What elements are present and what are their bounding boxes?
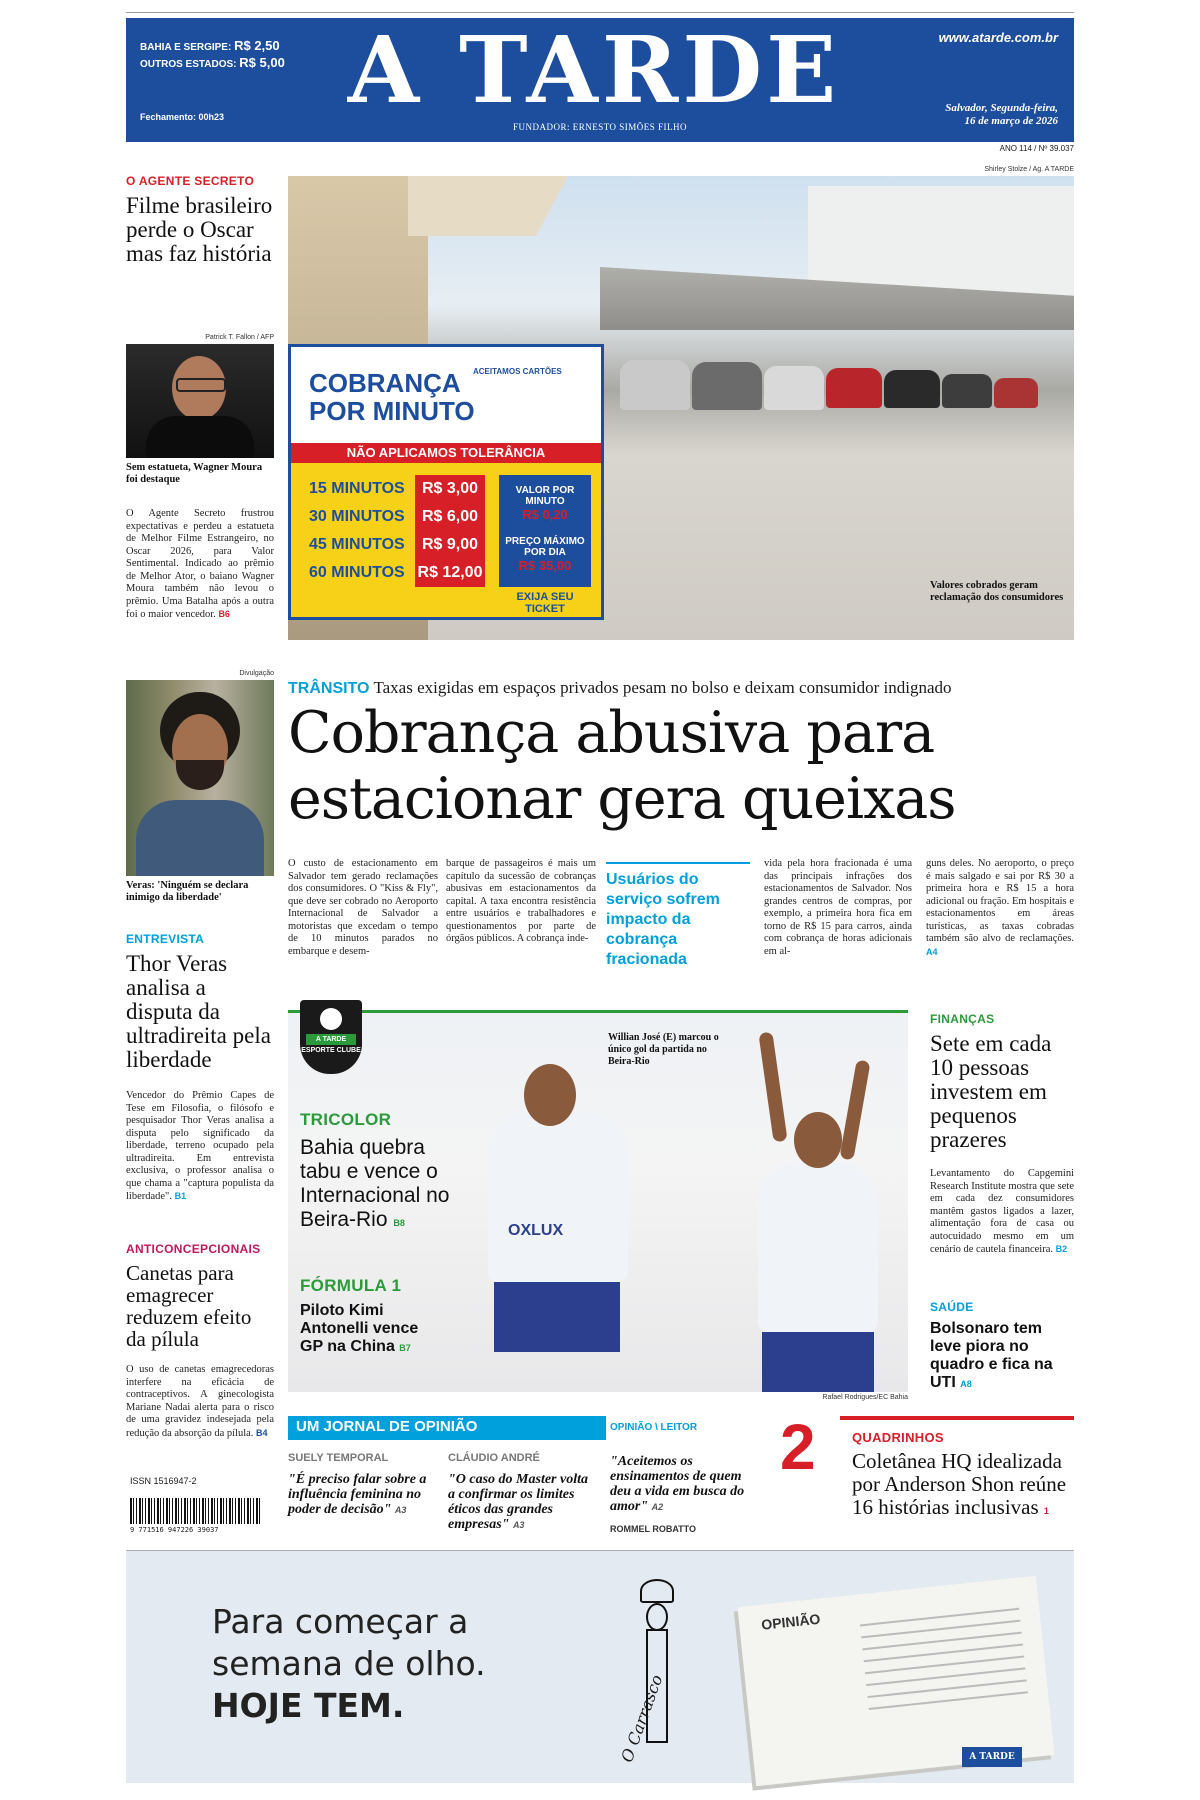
car-shape xyxy=(994,378,1038,408)
main-kicker-line xyxy=(288,678,952,698)
caderno2-number[interactable]: 2 xyxy=(780,1411,816,1483)
sign-row: 30 MINUTOS xyxy=(309,508,405,525)
price-label-1: BAHIA E SERGIPE: xyxy=(140,42,232,53)
sign-title-2: POR MINUTO xyxy=(309,396,475,426)
contra-page-ref[interactable]: B4 xyxy=(256,1427,268,1438)
sign-payments: ACEITAMOS CARTÕES xyxy=(473,367,562,376)
opinion-leitor-label[interactable]: OPINIÃO \ LEITOR xyxy=(610,1422,698,1433)
sign-title xyxy=(309,369,475,425)
sign-price: R$ 3,00 xyxy=(421,480,479,497)
opinion-author-2: CLÁUDIO ANDRÉ xyxy=(448,1452,540,1464)
sports-club-badge xyxy=(300,1000,362,1074)
sign-box-label-2: PREÇO MÁXIMO POR DIA xyxy=(505,536,585,558)
sign-box-value: R$ 0,20 xyxy=(522,507,568,522)
main-headline-line-2[interactable]: estacionar gera queixas xyxy=(288,766,956,832)
main-pullquote: Usuários do serviço sofrem impacto da cobrança fracionada xyxy=(606,862,750,970)
opinion-quote-3[interactable] xyxy=(610,1454,756,1515)
thor-veras-photo xyxy=(126,680,274,876)
sponsor-text: OXLUX xyxy=(508,1222,564,1239)
main-col-4 xyxy=(926,858,1074,959)
price-box xyxy=(140,38,285,72)
financas-page-ref[interactable]: B2 xyxy=(1055,1244,1068,1254)
beard-shape xyxy=(176,760,224,790)
oscar-page-ref[interactable]: B6 xyxy=(218,609,230,619)
price-label-2: OUTROS ESTADOS: xyxy=(140,59,237,70)
oscar-body-text: O Agente Secreto frustrou expectativas e perdeu a estatueta de Melhor Filme Estrangeiro, no Oscar 2026, para Valor Sentimental. Indicado ao prêmio de Melhor Ator, o baiano Wagner Moura também não levou o prêmio. Uma Batalha após a outra foi o maior vencedor. xyxy=(126,508,274,620)
sports-headline-1-text[interactable]: Bahia quebra tabu e vence o Internacional no Beira-Rio xyxy=(300,1136,450,1231)
badge-top: A TARDE xyxy=(306,1034,356,1045)
caderno2-kicker: QUADRINHOS xyxy=(852,1430,944,1445)
price-value-1: R$ 2,50 xyxy=(234,38,280,53)
website-link[interactable]: www.atarde.com.br xyxy=(938,30,1058,45)
promo-ad[interactable] xyxy=(126,1550,1074,1783)
main-col-1: O custo de estacionamento em Salvador tem gerado reclamações dos consumidores. O "Kiss & Fly", que deve ser cobrado no Aeroporto Internacional de Salvador a motoristas que excedam o tempo de 10 minutos parados no embarque e desem- xyxy=(288,858,438,957)
sign-price: R$ 6,00 xyxy=(421,508,479,525)
parking-price-sign xyxy=(288,344,604,620)
sign-header xyxy=(291,347,601,443)
edition-number: ANO 114 / Nº 39.037 xyxy=(999,144,1074,153)
lead-photo-credit: Shirley Stolze / Ag. A TARDE xyxy=(984,166,1074,173)
caderno2-page-ref[interactable]: 1 xyxy=(1043,1506,1049,1516)
parked-cars xyxy=(620,360,1074,420)
ad-line-1: Para começar a xyxy=(212,1602,469,1641)
saude-headline[interactable] xyxy=(930,1320,1070,1393)
opinion-quote-2[interactable] xyxy=(448,1472,598,1533)
awning-shape xyxy=(408,176,568,236)
sports-kicker-2: FÓRMULA 1 xyxy=(300,1276,402,1295)
veras-page-ref[interactable]: B1 xyxy=(174,1191,187,1201)
wagner-moura-photo xyxy=(126,344,274,458)
main-col-4-text: guns deles. No aeroporto, o preço é mais salgado e sai por R$ 30 a primeira hora e R$ 15 a hora adicional ou fração. Em hospitais e estacionamentos em áreas turísticas, as taxas cobradas também são alvo de reclamações. xyxy=(926,858,1074,944)
sports-page-ref-1[interactable]: B8 xyxy=(393,1218,405,1228)
opinion-quote-1-text[interactable]: "É preciso falar sobre a influência feminina no poder de decisão" xyxy=(288,1472,427,1517)
date-line-2: 16 de março de 2026 xyxy=(964,115,1058,127)
opinion-quote-1[interactable] xyxy=(288,1472,430,1518)
sign-price: R$ 9,00 xyxy=(421,536,479,553)
oscar-kicker: O AGENTE SECRETO xyxy=(126,174,255,188)
car-shape xyxy=(764,366,824,410)
masthead xyxy=(126,18,1074,142)
sign-prices xyxy=(415,475,485,587)
opinion-page-ref-1[interactable]: A3 xyxy=(394,1505,407,1515)
player-1-shorts xyxy=(494,1282,620,1352)
oscar-headline[interactable]: Filme brasileiro perde o Oscar mas faz história xyxy=(126,193,273,266)
opinion-page-ref-3[interactable]: A2 xyxy=(651,1502,664,1512)
soccer-ball-icon xyxy=(320,1008,342,1030)
oscar-body xyxy=(126,508,274,622)
veras-caption: Veras: 'Ninguém se declara inimigo da liberdade' xyxy=(126,880,249,903)
sports-headline-2-text[interactable]: Piloto Kimi Antonelli vence GP na China xyxy=(300,1302,419,1355)
sign-row: 15 MINUTOS xyxy=(309,480,405,497)
sign-tolerance: NÃO APLICAMOS TOLERÂNCIA xyxy=(291,443,601,463)
isbn: ISSN 1516947-2 xyxy=(130,1476,197,1486)
sports-headline-1[interactable] xyxy=(300,1136,450,1235)
contra-kicker: ANTICONCEPCIONAIS xyxy=(126,1242,261,1256)
car-shape xyxy=(942,374,992,408)
saude-headline-text[interactable]: Bolsonaro tem leve piora no quadro e fica na UTI xyxy=(930,1320,1053,1391)
car-shape xyxy=(692,362,762,410)
veras-body-text: Vencedor do Prêmio Capes de Tese em Filosofia, o filósofo e pesquisador Thor Veras analisa a disputa pelo significado da liberdade, terreno ocupado pela ultradireita. Em entrevista exclusiva, o professor analisa o que chama a "captura populista da liberdade". xyxy=(126,1090,274,1202)
player-2-shorts xyxy=(762,1332,874,1392)
sports-headline-2[interactable] xyxy=(300,1302,430,1357)
ad-logo: A TARDE xyxy=(962,1747,1022,1767)
main-col-2: barque de passageiros é mais um capítulo da sucessão de cobranças abusivas em estacionamentos da capital. A taxa encontra resistência entre usuários e trabalhadores e questionamentos por parte de órgãos públicos. A cobrança inde- xyxy=(446,858,596,944)
opinion-bar xyxy=(288,1416,756,1440)
contra-body-text: O uso de canetas emagrecedoras interfere na eficácia de contraceptivos. A ginecologista Mariane Nadai alerta para o risco de uma gravidez indesejada pela redução da absorção da pílula. xyxy=(126,1364,274,1439)
financas-headline[interactable]: Sete em cada 10 pessoas investem em pequenos prazeres xyxy=(930,1031,1052,1152)
player-2-head xyxy=(794,1112,842,1168)
main-col-3: vida pela hora fracionada é uma das principais infrações dos estacionamentos de Salvador. Nos grandes centros de compras, por exemplo, a primeira hora fica em torno de R$ 15 para carros, ainda com cobrança de horas adicionais em al- xyxy=(764,858,912,957)
sign-row: 60 MINUTOS xyxy=(309,564,405,581)
sign-rows xyxy=(309,475,405,587)
opinion-quote-3-text[interactable]: "Aceitemos os ensinamentos de quem deu a vida em busca do amor" xyxy=(610,1454,745,1514)
sports-photo-credit: Rafael Rodrigues/EC Bahia xyxy=(822,1394,908,1401)
lead-photo-caption: Valores cobrados geram reclamação dos consumidores xyxy=(930,580,1064,603)
oscar-photo-credit: Patrick T. Fallon / AFP xyxy=(205,334,274,341)
barcode-digits: 9 771516 947226 39037 xyxy=(130,1526,219,1534)
player-2-jersey xyxy=(758,1162,878,1332)
player-2-arm xyxy=(758,1032,787,1143)
ad-text xyxy=(212,1601,486,1727)
sign-box-label: VALOR POR MINUTO xyxy=(515,485,575,507)
date-line-1: Salvador, Segunda-feira, xyxy=(945,102,1058,114)
main-page-ref[interactable]: A4 xyxy=(926,946,938,957)
badge-bottom: ESPORTE CLUBE xyxy=(301,1047,361,1054)
veras-headline[interactable]: Thor Veras analisa a disputa da ultradireita pela liberdade xyxy=(126,951,271,1072)
sports-kicker-1: TRICOLOR xyxy=(300,1110,392,1129)
newspaper-logo[interactable]: A TARDE xyxy=(347,16,841,124)
opinion-page-ref-2[interactable]: A3 xyxy=(512,1520,525,1530)
caderno2-headline-text[interactable]: Coletânea HQ idealizada por Anderson Shon reúne 16 histórias inclusivas xyxy=(852,1449,1067,1519)
player-1-head xyxy=(524,1064,576,1126)
ad-line-2: semana de olho. xyxy=(212,1644,486,1683)
opinion-quote-2-text[interactable]: "O caso do Master volta a confirmar os limites éticos das grandes empresas" xyxy=(448,1472,588,1532)
sign-price-box xyxy=(499,475,591,587)
glasses-shape xyxy=(176,378,226,392)
caricature-signature: O Carrasco xyxy=(617,1672,667,1765)
player-1-jersey xyxy=(488,1112,628,1282)
saude-kicker: SAÚDE xyxy=(930,1300,974,1314)
shirt-shape xyxy=(136,800,264,876)
main-kicker: TRÂNSITO xyxy=(288,680,370,697)
caderno2-rule xyxy=(840,1416,1074,1420)
hat-shape xyxy=(640,1579,674,1603)
sports-photo-caption: Willian José (E) marcou o único gol da partida no Beira-Rio xyxy=(608,1032,719,1067)
main-headline-line-1[interactable]: Cobrança abusiva para xyxy=(288,700,935,766)
opinion-author-1: SUELY TEMPORAL xyxy=(288,1452,389,1464)
price-value-2: R$ 5,00 xyxy=(239,55,285,70)
veras-body xyxy=(126,1090,274,1204)
sports-page-ref-2[interactable]: B7 xyxy=(399,1343,411,1353)
financas-body-text: Levantamento do Capgemini Research Institute mostra que sete em cada dez consumidores mantêm gastos ligados a lazer, alimentação fora de casa ou autocuidado mesmo em um cenário de cautela financeira. xyxy=(930,1168,1074,1255)
ad-line-3: HOJE TEM. xyxy=(212,1686,405,1725)
opinion-author-3: ROMMEL ROBATTO xyxy=(610,1524,696,1534)
veras-photo-credit: Divulgação xyxy=(239,670,274,677)
contra-headline[interactable]: Canetas para emagrecer reduzem efeito da pílula xyxy=(126,1261,252,1351)
opinion-bar-title: UM JORNAL DE OPINIÃO xyxy=(296,1418,478,1435)
veras-kicker: ENTREVISTA xyxy=(126,932,205,946)
paper-heading: OPINIÃO xyxy=(760,1610,822,1633)
sign-price: R$ 12,00 xyxy=(417,564,483,581)
financas-kicker: FINANÇAS xyxy=(930,1012,995,1026)
head-shape xyxy=(646,1603,668,1631)
main-headline[interactable] xyxy=(288,700,1078,832)
oscar-caption: Sem estatueta, Wagner Moura foi destaque xyxy=(126,462,263,485)
sign-box-value-2: R$ 35,00 xyxy=(518,558,572,573)
player-2-arm xyxy=(839,1060,870,1161)
financas-body xyxy=(930,1168,1074,1257)
saude-page-ref[interactable]: A8 xyxy=(960,1379,972,1389)
sign-title-1: COBRANÇA xyxy=(309,368,461,398)
founder-line: FUNDADOR: ERNESTO SIMÕES FILHO xyxy=(512,122,688,132)
top-rule xyxy=(126,12,1074,13)
car-shape xyxy=(620,360,690,410)
sports-rule xyxy=(288,1010,908,1013)
tuxedo-shape xyxy=(146,416,254,458)
sign-exija: EXIJA SEU TICKET xyxy=(516,591,574,615)
opinion-bar-right xyxy=(606,1416,756,1440)
barcode xyxy=(130,1498,260,1524)
dateline xyxy=(945,102,1058,128)
caderno2-headline[interactable] xyxy=(852,1450,1074,1523)
closing-time: Fechamento: 00h23 xyxy=(140,112,225,122)
car-shape xyxy=(826,368,882,408)
caricature-illustration xyxy=(596,1569,706,1779)
main-subkicker: Taxas exigidas em espaços privados pesam no bolso e deixam consumidor indignado xyxy=(373,678,952,697)
car-shape xyxy=(884,370,940,408)
sign-row: 45 MINUTOS xyxy=(309,536,405,553)
contra-body xyxy=(126,1364,274,1440)
